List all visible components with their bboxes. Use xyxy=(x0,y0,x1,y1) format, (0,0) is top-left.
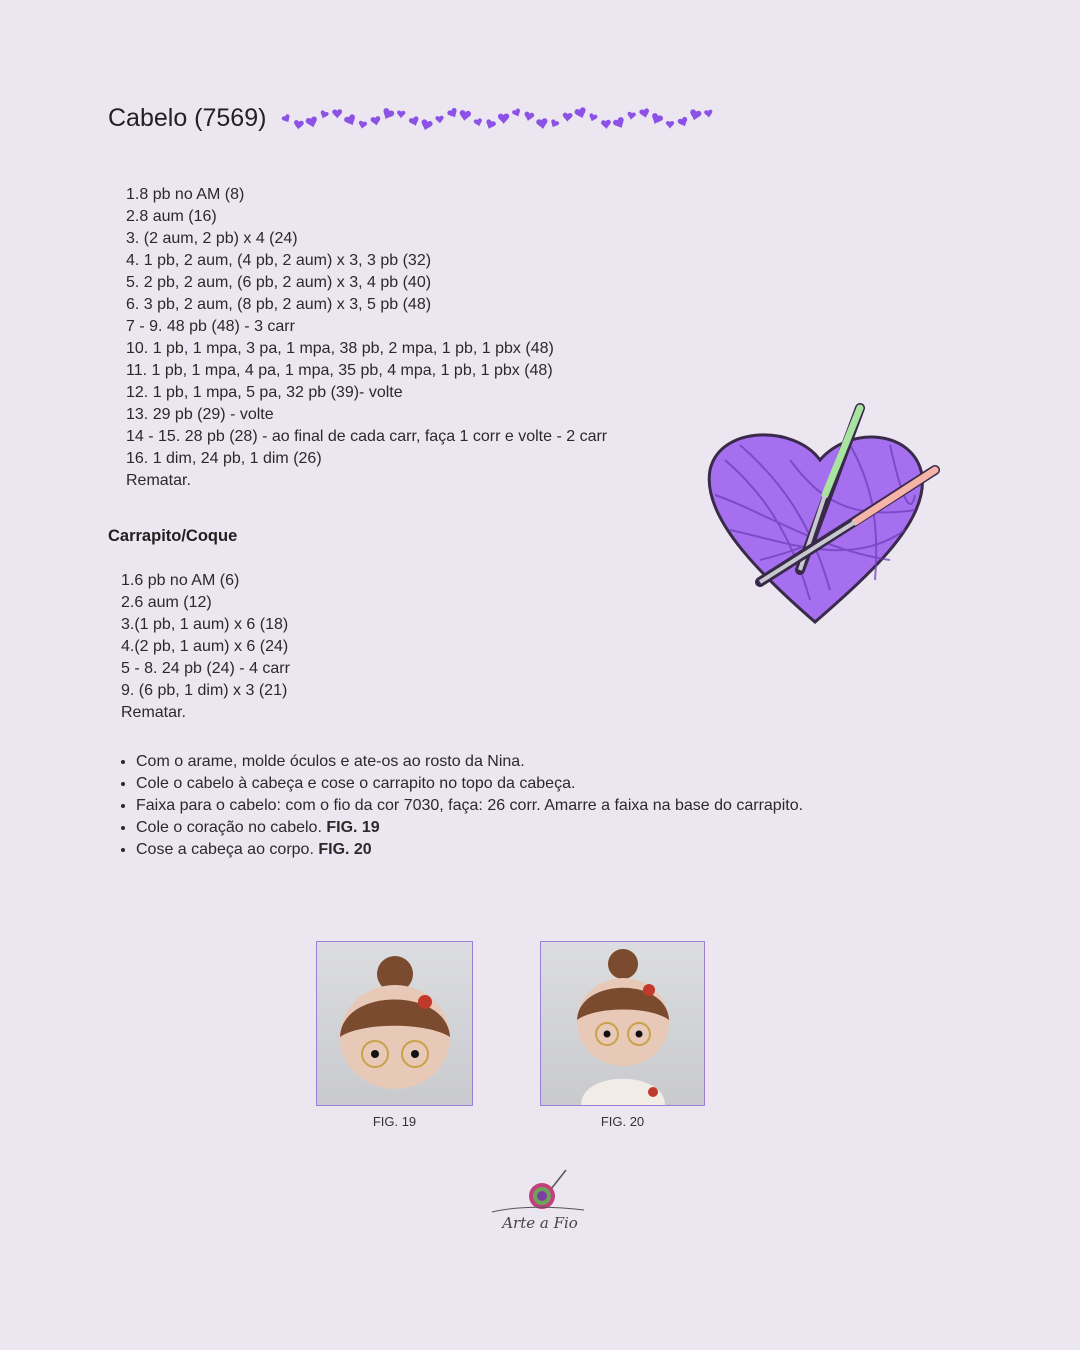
note-item xyxy=(136,751,826,773)
small-heart-icon xyxy=(601,120,612,130)
small-heart-icon xyxy=(512,108,523,118)
doll-body-image-icon xyxy=(541,942,704,1105)
pattern-row: 1.8 pb no AM (8) xyxy=(126,186,245,203)
note-text: Cole o cabelo à cabeça e cose o carrapito no topo da cabeça. xyxy=(136,775,576,792)
pattern-row: 2.6 aum (12) xyxy=(121,594,212,611)
small-heart-icon xyxy=(371,116,382,127)
small-heart-icon xyxy=(588,113,598,123)
pattern-row: 9. (6 pb, 1 dim) x 3 (21) xyxy=(121,682,288,699)
coque-section-title: Carrapito/Coque xyxy=(108,527,238,545)
figure-19 xyxy=(316,941,473,1129)
pattern-row: 4. 1 pb, 2 aum, (4 pb, 2 aum) x 3, 3 pb (32) xyxy=(126,252,432,269)
pattern-row: 4.(2 pb, 1 aum) x 6 (24) xyxy=(121,638,289,655)
pattern-row: 7 - 9. 48 pb (48) - 3 carr xyxy=(126,318,295,335)
small-heart-icon xyxy=(485,119,497,131)
small-heart-icon xyxy=(381,107,396,121)
small-heart-icon xyxy=(409,116,421,128)
small-heart-icon xyxy=(333,109,343,118)
small-heart-icon xyxy=(650,112,665,126)
figure-caption: FIG. 19 xyxy=(372,1114,417,1129)
doll-head-image-icon xyxy=(317,942,472,1105)
hearts-trail-icon xyxy=(280,100,720,136)
small-heart-icon xyxy=(447,107,460,120)
pattern-row: 14 - 15. 28 pb (28) - ao final de cada carr, faça 1 corr e volte - 2 carr xyxy=(126,428,608,445)
pattern-row: 2.8 aum (16) xyxy=(126,208,217,225)
pattern-row: 3.(1 pb, 1 aum) x 6 (18) xyxy=(121,616,289,633)
small-heart-icon xyxy=(436,115,445,123)
coque-pattern-list xyxy=(121,570,290,724)
figure-20 xyxy=(540,941,705,1129)
note-text: Cole o coração no cabelo. xyxy=(136,819,327,836)
small-heart-icon xyxy=(459,110,472,122)
pattern-row: 13. 29 pb (29) - volte xyxy=(126,406,274,423)
small-heart-icon xyxy=(397,110,406,118)
small-heart-icon xyxy=(498,113,510,124)
small-heart-icon xyxy=(319,110,329,120)
pattern-row: 5 - 8. 24 pb (24) - 4 carr xyxy=(121,660,290,677)
note-text: Com o arame, molde óculos e ate-os ao rosto da Nina. xyxy=(136,753,525,770)
pattern-row: Rematar. xyxy=(121,704,186,721)
small-heart-icon xyxy=(474,118,484,127)
logo-text: Arte a Fio xyxy=(502,1214,578,1232)
doll-body-photo xyxy=(540,941,705,1106)
pattern-row: 1.6 pb no AM (6) xyxy=(121,572,240,589)
note-item xyxy=(136,795,826,817)
flower-logo-icon xyxy=(488,1168,592,1234)
note-text: Faixa para o cabelo: com o fio da cor 7030, faça: 26 corr. Amarre a faixa na base do carrapito. xyxy=(136,797,804,814)
small-heart-icon xyxy=(574,107,588,121)
note-item xyxy=(136,817,826,839)
small-heart-icon xyxy=(666,121,674,129)
note-item xyxy=(136,773,826,795)
pattern-row: 3. (2 aum, 2 pb) x 4 (24) xyxy=(126,230,298,247)
note-text: Cose a cabeça ao corpo. xyxy=(136,841,319,858)
doll-head-photo xyxy=(316,941,473,1106)
yarn-heart-crochet-hooks-icon xyxy=(700,400,950,635)
small-heart-icon xyxy=(281,114,292,125)
pattern-row: 5. 2 pb, 2 aum, (6 pb, 2 aum) x 3, 4 pb (40) xyxy=(126,274,432,291)
pattern-row: 6. 3 pb, 2 aum, (8 pb, 2 aum) x 3, 5 pb (48) xyxy=(126,296,432,313)
small-heart-icon xyxy=(612,116,627,131)
page-title: Cabelo (7569) xyxy=(108,103,267,132)
pattern-row: 16. 1 dim, 24 pb, 1 dim (26) xyxy=(126,450,322,467)
figure-reference: FIG. 19 xyxy=(326,819,380,836)
pattern-row: 12. 1 pb, 1 mpa, 5 pa, 32 pb (39)- volte xyxy=(126,384,403,401)
small-heart-icon xyxy=(294,120,305,130)
small-heart-icon xyxy=(689,109,703,122)
small-heart-icon xyxy=(627,112,636,121)
figure-caption: FIG. 20 xyxy=(600,1114,645,1129)
small-heart-icon xyxy=(563,112,573,122)
small-heart-icon xyxy=(524,111,536,122)
pattern-row: 10. 1 pb, 1 mpa, 3 pa, 1 mpa, 38 pb, 2 mpa, 1 pb, 1 pbx (48) xyxy=(126,340,554,357)
small-heart-icon xyxy=(704,109,713,118)
pattern-row: 11. 1 pb, 1 mpa, 4 pa, 1 mpa, 35 pb, 4 mpa, 1 pb, 1 pbx (48) xyxy=(126,362,553,379)
assembly-notes xyxy=(118,751,826,861)
note-item xyxy=(136,839,826,861)
small-heart-icon xyxy=(420,119,434,132)
small-heart-icon xyxy=(344,113,359,127)
cabelo-pattern-list xyxy=(126,184,607,492)
small-heart-icon xyxy=(677,116,690,128)
figure-reference: FIG. 20 xyxy=(318,841,372,858)
brand-logo xyxy=(488,1168,592,1234)
small-heart-icon xyxy=(306,116,320,129)
pattern-row: Rematar. xyxy=(126,472,191,489)
section-header xyxy=(108,100,720,136)
small-heart-icon xyxy=(536,118,549,130)
small-heart-icon xyxy=(549,119,560,130)
small-heart-icon xyxy=(358,120,368,129)
small-heart-icon xyxy=(639,108,651,119)
